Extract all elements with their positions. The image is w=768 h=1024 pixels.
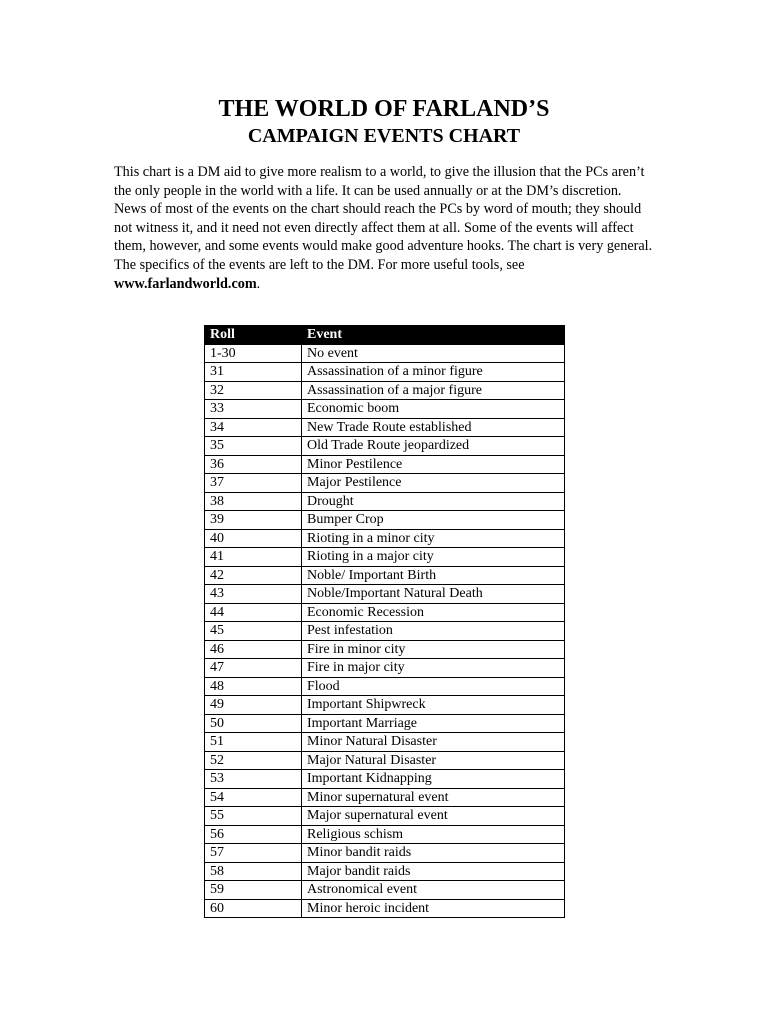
table-row xyxy=(205,788,565,807)
table-row xyxy=(205,566,565,585)
table-row xyxy=(205,603,565,622)
roll-cell: 38 xyxy=(205,492,302,511)
roll-cell: 41 xyxy=(205,548,302,567)
event-cell: Minor supernatural event xyxy=(302,788,565,807)
roll-cell: 50 xyxy=(205,714,302,733)
website-link[interactable]: www.farlandworld.com xyxy=(114,275,257,292)
event-cell: Assassination of a minor figure xyxy=(302,363,565,382)
table-row xyxy=(205,474,565,493)
roll-cell: 39 xyxy=(205,511,302,530)
event-cell: Minor Natural Disaster xyxy=(302,733,565,752)
roll-cell: 60 xyxy=(205,899,302,918)
table-row xyxy=(205,881,565,900)
intro-paragraph xyxy=(114,163,654,293)
table-row xyxy=(205,844,565,863)
event-cell: Important Kidnapping xyxy=(302,770,565,789)
event-cell: Bumper Crop xyxy=(302,511,565,530)
table-row xyxy=(205,585,565,604)
document-subtitle: CAMPAIGN EVENTS CHART xyxy=(247,125,521,147)
roll-cell: 47 xyxy=(205,659,302,678)
table-row xyxy=(205,363,565,382)
roll-cell: 53 xyxy=(205,770,302,789)
event-cell: Major supernatural event xyxy=(302,807,565,826)
roll-cell: 43 xyxy=(205,585,302,604)
event-cell: Major bandit raids xyxy=(302,862,565,881)
table-row xyxy=(205,733,565,752)
roll-cell: 49 xyxy=(205,696,302,715)
table-row xyxy=(205,696,565,715)
roll-cell: 36 xyxy=(205,455,302,474)
event-cell: Fire in minor city xyxy=(302,640,565,659)
header-event: Event xyxy=(302,326,565,345)
events-table-body xyxy=(205,344,565,918)
table-row xyxy=(205,529,565,548)
roll-cell: 40 xyxy=(205,529,302,548)
table-row xyxy=(205,659,565,678)
roll-cell: 52 xyxy=(205,751,302,770)
event-cell: Drought xyxy=(302,492,565,511)
event-cell: Old Trade Route jeopardized xyxy=(302,437,565,456)
roll-cell: 57 xyxy=(205,844,302,863)
event-cell: Assassination of a major figure xyxy=(302,381,565,400)
intro-end: . xyxy=(256,275,261,292)
event-cell: Astronomical event xyxy=(302,881,565,900)
event-cell: Fire in major city xyxy=(302,659,565,678)
event-cell: Major Natural Disaster xyxy=(302,751,565,770)
event-cell: No event xyxy=(302,344,565,363)
table-row xyxy=(205,751,565,770)
table-row xyxy=(205,825,565,844)
table-row xyxy=(205,622,565,641)
table-row xyxy=(205,677,565,696)
table-row xyxy=(205,418,565,437)
roll-cell: 32 xyxy=(205,381,302,400)
table-row xyxy=(205,455,565,474)
event-cell: Minor bandit raids xyxy=(302,844,565,863)
roll-cell: 45 xyxy=(205,622,302,641)
intro-text: This chart is a DM aid to give more realism to a world, to give the illusion that the PCs aren’t the only people in the world with a life. It can be used annually or at the DM’s discretion. News of most of the events on the chart should reach the PCs by word of mouth; they should not witness it, and it need not even directly affect them at all. Some of the events will affect them, however, and some events would make good adventure hooks. The chart is very general. The specifics of the events are left to the DM. For more useful tools, see xyxy=(114,164,653,273)
table-row xyxy=(205,807,565,826)
roll-cell: 35 xyxy=(205,437,302,456)
roll-cell: 48 xyxy=(205,677,302,696)
table-header-row xyxy=(205,326,565,345)
table-row xyxy=(205,492,565,511)
table-row xyxy=(205,714,565,733)
table-row xyxy=(205,437,565,456)
event-cell: Rioting in a major city xyxy=(302,548,565,567)
document-title: THE WORLD OF FARLAND’S xyxy=(218,96,550,122)
roll-cell: 58 xyxy=(205,862,302,881)
roll-cell: 55 xyxy=(205,807,302,826)
event-cell: Minor Pestilence xyxy=(302,455,565,474)
event-cell: Economic boom xyxy=(302,400,565,419)
table-row xyxy=(205,899,565,918)
roll-cell: 42 xyxy=(205,566,302,585)
roll-cell: 37 xyxy=(205,474,302,493)
table-row xyxy=(205,400,565,419)
roll-cell: 1-30 xyxy=(205,344,302,363)
event-cell: Major Pestilence xyxy=(302,474,565,493)
roll-cell: 46 xyxy=(205,640,302,659)
table-row xyxy=(205,548,565,567)
event-cell: Noble/ Important Birth xyxy=(302,566,565,585)
event-cell: Religious schism xyxy=(302,825,565,844)
event-cell: Important Marriage xyxy=(302,714,565,733)
table-row xyxy=(205,862,565,881)
event-cell: Pest infestation xyxy=(302,622,565,641)
roll-cell: 44 xyxy=(205,603,302,622)
roll-cell: 56 xyxy=(205,825,302,844)
header-roll: Roll xyxy=(205,326,302,345)
events-table xyxy=(204,325,565,918)
roll-cell: 54 xyxy=(205,788,302,807)
roll-cell: 31 xyxy=(205,363,302,382)
event-cell: New Trade Route established xyxy=(302,418,565,437)
roll-cell: 34 xyxy=(205,418,302,437)
table-row xyxy=(205,511,565,530)
event-cell: Economic Recession xyxy=(302,603,565,622)
event-cell: Important Shipwreck xyxy=(302,696,565,715)
event-cell: Flood xyxy=(302,677,565,696)
table-row xyxy=(205,640,565,659)
event-cell: Minor heroic incident xyxy=(302,899,565,918)
table-row xyxy=(205,344,565,363)
roll-cell: 51 xyxy=(205,733,302,752)
event-cell: Noble/Important Natural Death xyxy=(302,585,565,604)
event-cell: Rioting in a minor city xyxy=(302,529,565,548)
table-row xyxy=(205,381,565,400)
roll-cell: 33 xyxy=(205,400,302,419)
roll-cell: 59 xyxy=(205,881,302,900)
table-row xyxy=(205,770,565,789)
